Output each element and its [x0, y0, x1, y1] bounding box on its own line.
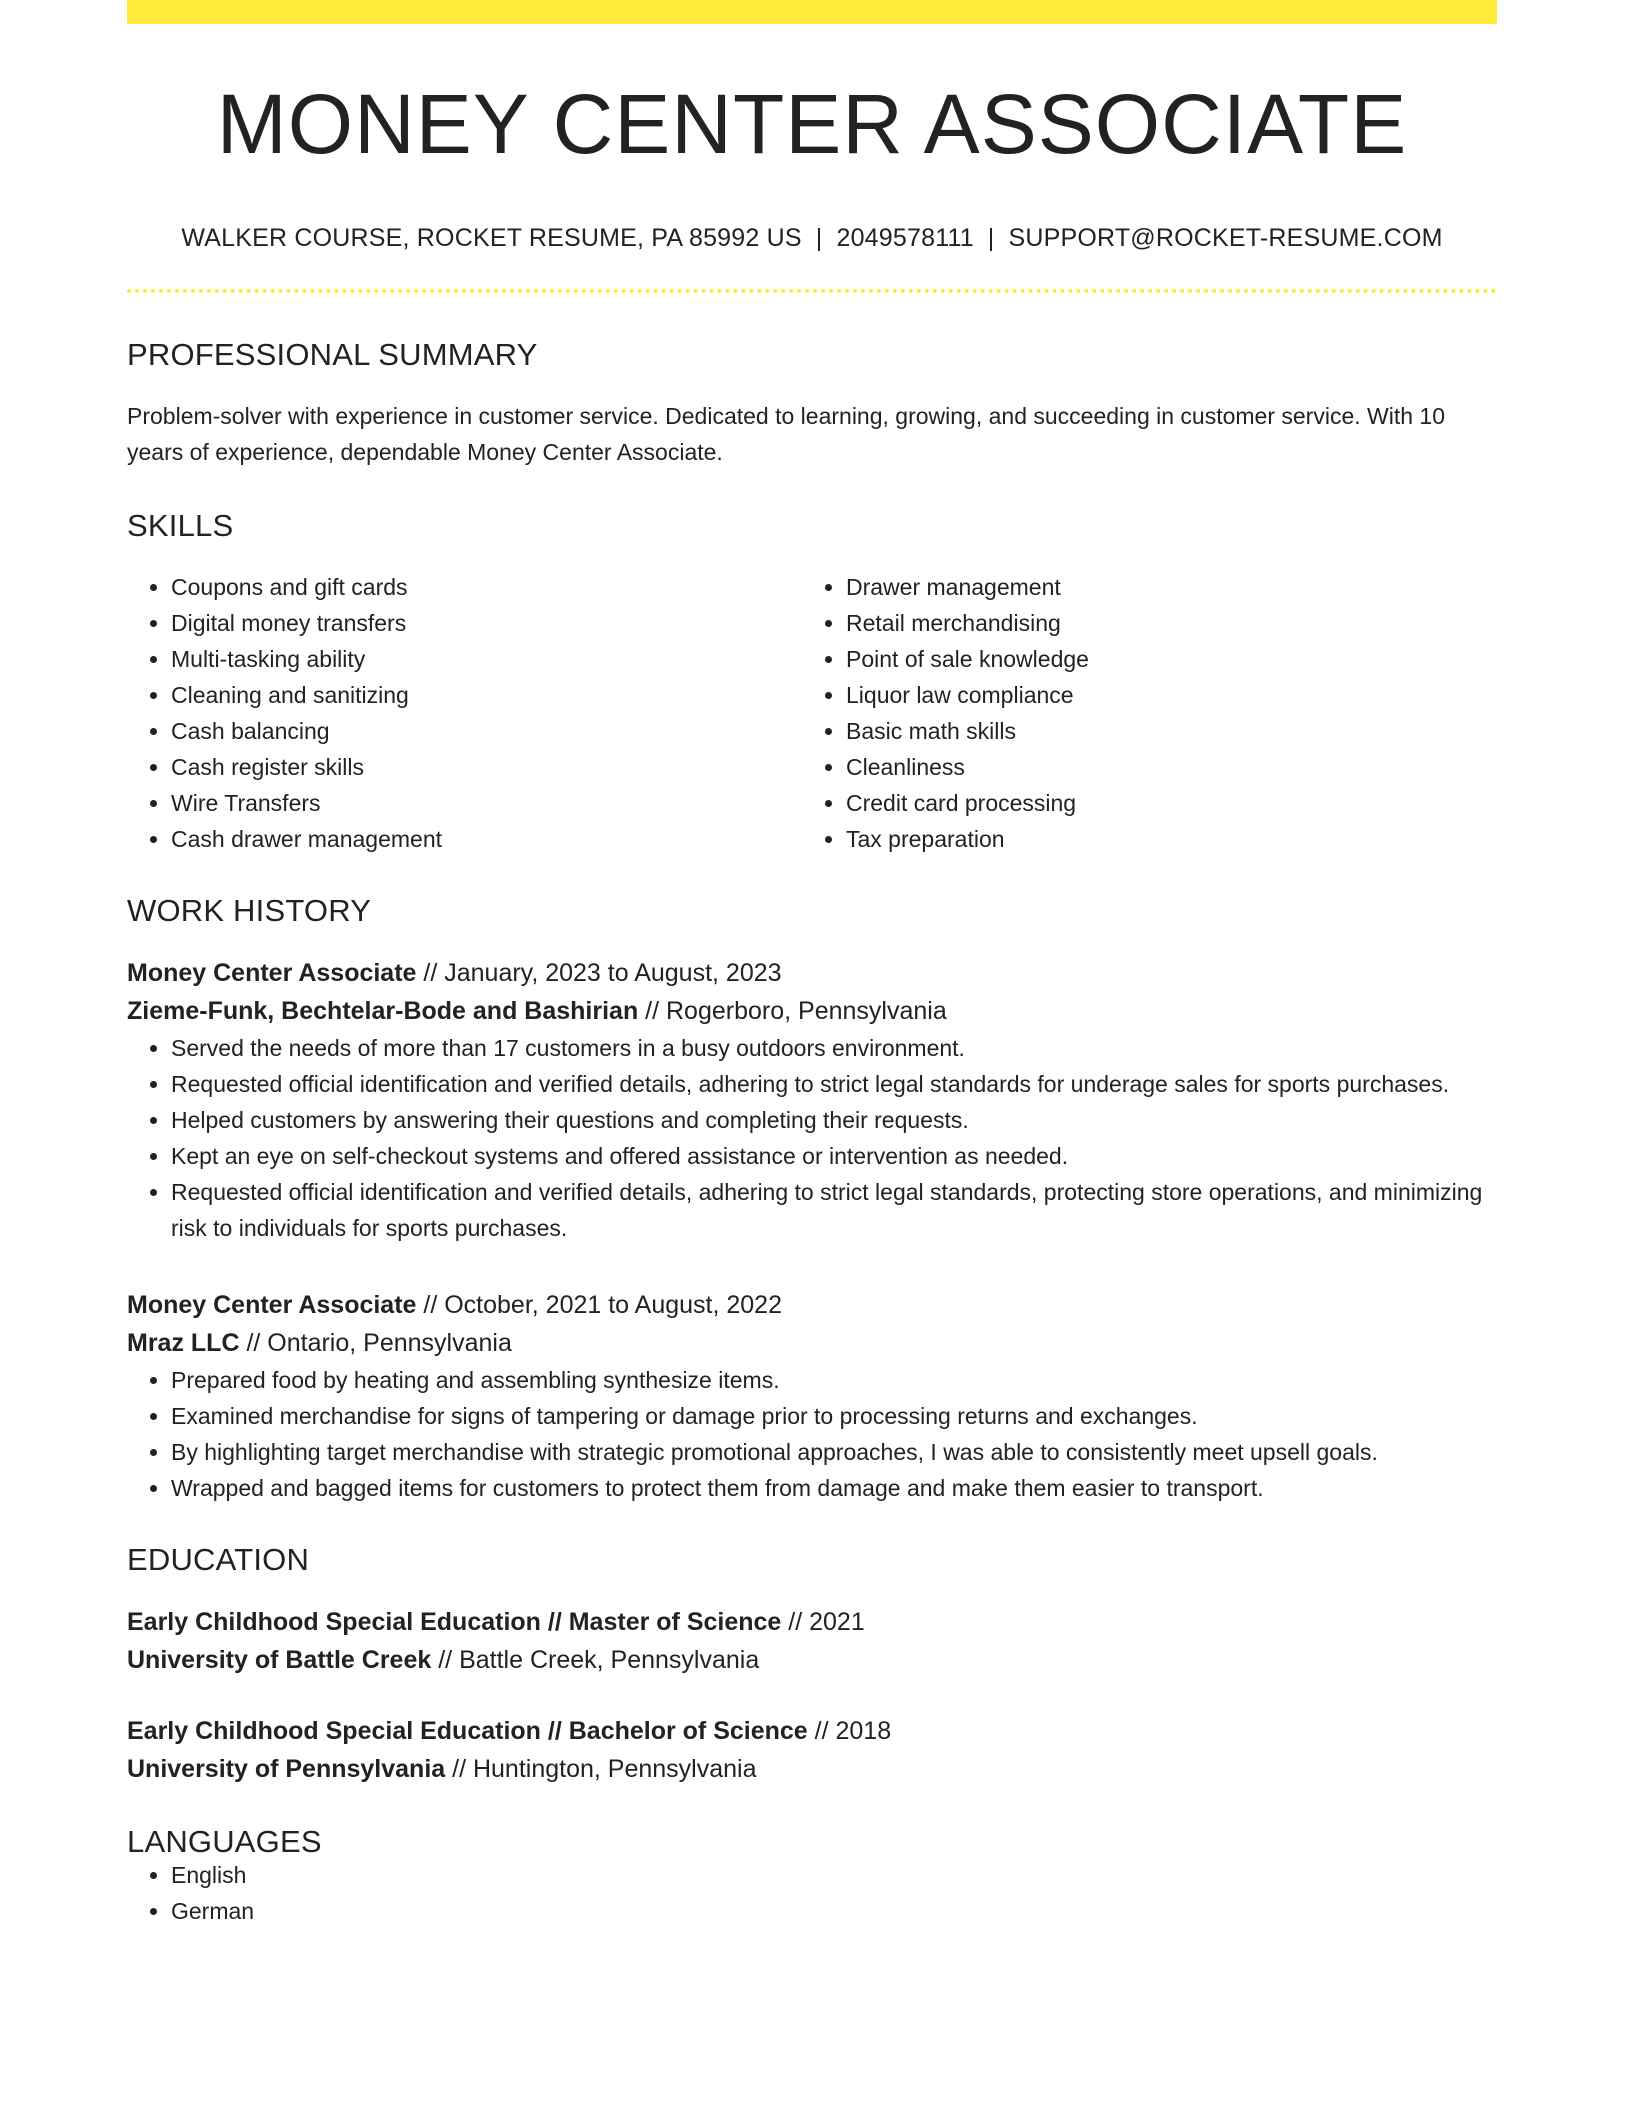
contact-phone: 2049578111 — [836, 224, 974, 252]
skills-grid — [127, 569, 1497, 857]
education-heading: EDUCATION — [127, 1542, 310, 1577]
job-duties-list — [127, 1362, 1497, 1506]
job-title-line — [127, 954, 1497, 992]
work-history-heading: WORK HISTORY — [127, 893, 372, 928]
skill-item: • Cash balancing — [171, 713, 802, 749]
job-company-line — [127, 1324, 1497, 1362]
education-degree: Early Childhood Special Education // Master of Science — [127, 1608, 782, 1636]
skill-item: • Cleanliness — [846, 749, 1477, 785]
education-year: // 2018 — [807, 1717, 892, 1745]
job-duty: • Kept an eye on self-checkout systems and offered assistance or intervention as needed. — [171, 1138, 1497, 1174]
skill-item: • Digital money transfers — [171, 605, 802, 641]
skill-item: • Coupons and gift cards — [171, 569, 802, 605]
languages-heading: LANGUAGES — [127, 1824, 322, 1859]
job-duty: • Served the needs of more than 17 customers in a busy outdoors environment. — [171, 1030, 1497, 1066]
skill-item: • Credit card processing — [846, 785, 1477, 821]
skill-item: • Liquor law compliance — [846, 677, 1477, 713]
language-item: • English — [171, 1857, 1497, 1893]
contact-separator: | — [815, 224, 823, 252]
contact-address: WALKER COURSE, ROCKET RESUME, PA 85992 US — [181, 224, 802, 252]
header-divider — [127, 289, 1497, 293]
job-entry-header — [127, 1286, 1497, 1362]
job-duty: • Prepared food by heating and assembling synthesize items. — [171, 1362, 1497, 1398]
language-item: • German — [171, 1893, 1497, 1929]
skill-item: • Multi-tasking ability — [171, 641, 802, 677]
skill-item: • Cash register skills — [171, 749, 802, 785]
education-school-line — [127, 1750, 1497, 1788]
education-school-line — [127, 1641, 1497, 1679]
languages-list — [127, 1857, 1497, 1929]
job-dates: // January, 2023 to August, 2023 — [416, 959, 782, 987]
top-accent-bar — [127, 0, 1497, 24]
skills-column-left — [127, 569, 802, 857]
summary-heading: PROFESSIONAL SUMMARY — [127, 337, 538, 372]
contact-line — [127, 224, 1497, 253]
job-company: Mraz LLC — [127, 1329, 240, 1357]
contact-separator: | — [987, 224, 995, 252]
education-degree-line — [127, 1603, 1497, 1641]
job-location: // Ontario, Pennsylvania — [239, 1329, 512, 1357]
education-location: // Huntington, Pennsylvania — [445, 1755, 757, 1783]
skill-item: • Point of sale knowledge — [846, 641, 1477, 677]
job-role: Money Center Associate — [127, 1291, 417, 1319]
skill-item: • Retail merchandising — [846, 605, 1477, 641]
resume-name: MONEY CENTER ASSOCIATE — [216, 77, 1408, 171]
job-duty: • Requested official identification and verified details, adhering to strict legal standards for underage sales for sports purchases. — [171, 1066, 1497, 1102]
job-duties-list — [127, 1030, 1497, 1246]
skill-item: • Tax preparation — [846, 821, 1477, 857]
education-degree-line — [127, 1712, 1497, 1750]
job-duty: • Helped customers by answering their questions and completing their requests. — [171, 1102, 1497, 1138]
education-school: University of Pennsylvania — [127, 1755, 446, 1783]
job-duty: • Wrapped and bagged items for customers to protect them from damage and make them easier to transport. — [171, 1470, 1497, 1506]
education-entry — [127, 1603, 1497, 1679]
skill-item: • Wire Transfers — [171, 785, 802, 821]
skill-item: • Cash drawer management — [171, 821, 802, 857]
skills-heading: SKILLS — [127, 508, 234, 543]
resume-page — [127, 0, 1497, 1929]
skill-item: • Drawer management — [846, 569, 1477, 605]
job-duty: • Examined merchandise for signs of tampering or damage prior to processing returns and exchanges. — [171, 1398, 1497, 1434]
education-school: University of Battle Creek — [127, 1646, 432, 1674]
skills-column-right — [802, 569, 1477, 857]
job-company-line — [127, 992, 1497, 1030]
job-location: // Rogerboro, Pennsylvania — [638, 997, 947, 1025]
skill-item: • Basic math skills — [846, 713, 1477, 749]
summary-text: Problem-solver with experience in customer service. Dedicated to learning, growing, and succeeding in customer service. With 10 years of experience, dependable Money Center Associate. — [127, 403, 1445, 465]
skill-item: • Cleaning and sanitizing — [171, 677, 802, 713]
contact-email: SUPPORT@ROCKET-RESUME.COM — [1008, 224, 1443, 252]
education-degree: Early Childhood Special Education // Bachelor of Science — [127, 1717, 808, 1745]
job-duty: • Requested official identification and verified details, adhering to strict legal standards, protecting store operations, and minimizing risk to individuals for sports purchases. — [171, 1174, 1497, 1246]
job-duty: • By highlighting target merchandise with strategic promotional approaches, I was able to consistently meet upsell goals. — [171, 1434, 1497, 1470]
job-role: Money Center Associate — [127, 959, 417, 987]
education-location: // Battle Creek, Pennsylvania — [431, 1646, 760, 1674]
job-dates: // October, 2021 to August, 2022 — [416, 1291, 782, 1319]
job-title-line — [127, 1286, 1497, 1324]
job-entry-header — [127, 954, 1497, 1030]
job-company: Zieme-Funk, Bechtelar-Bode and Bashirian — [127, 997, 639, 1025]
education-entry — [127, 1712, 1497, 1788]
education-year: // 2021 — [781, 1608, 865, 1636]
